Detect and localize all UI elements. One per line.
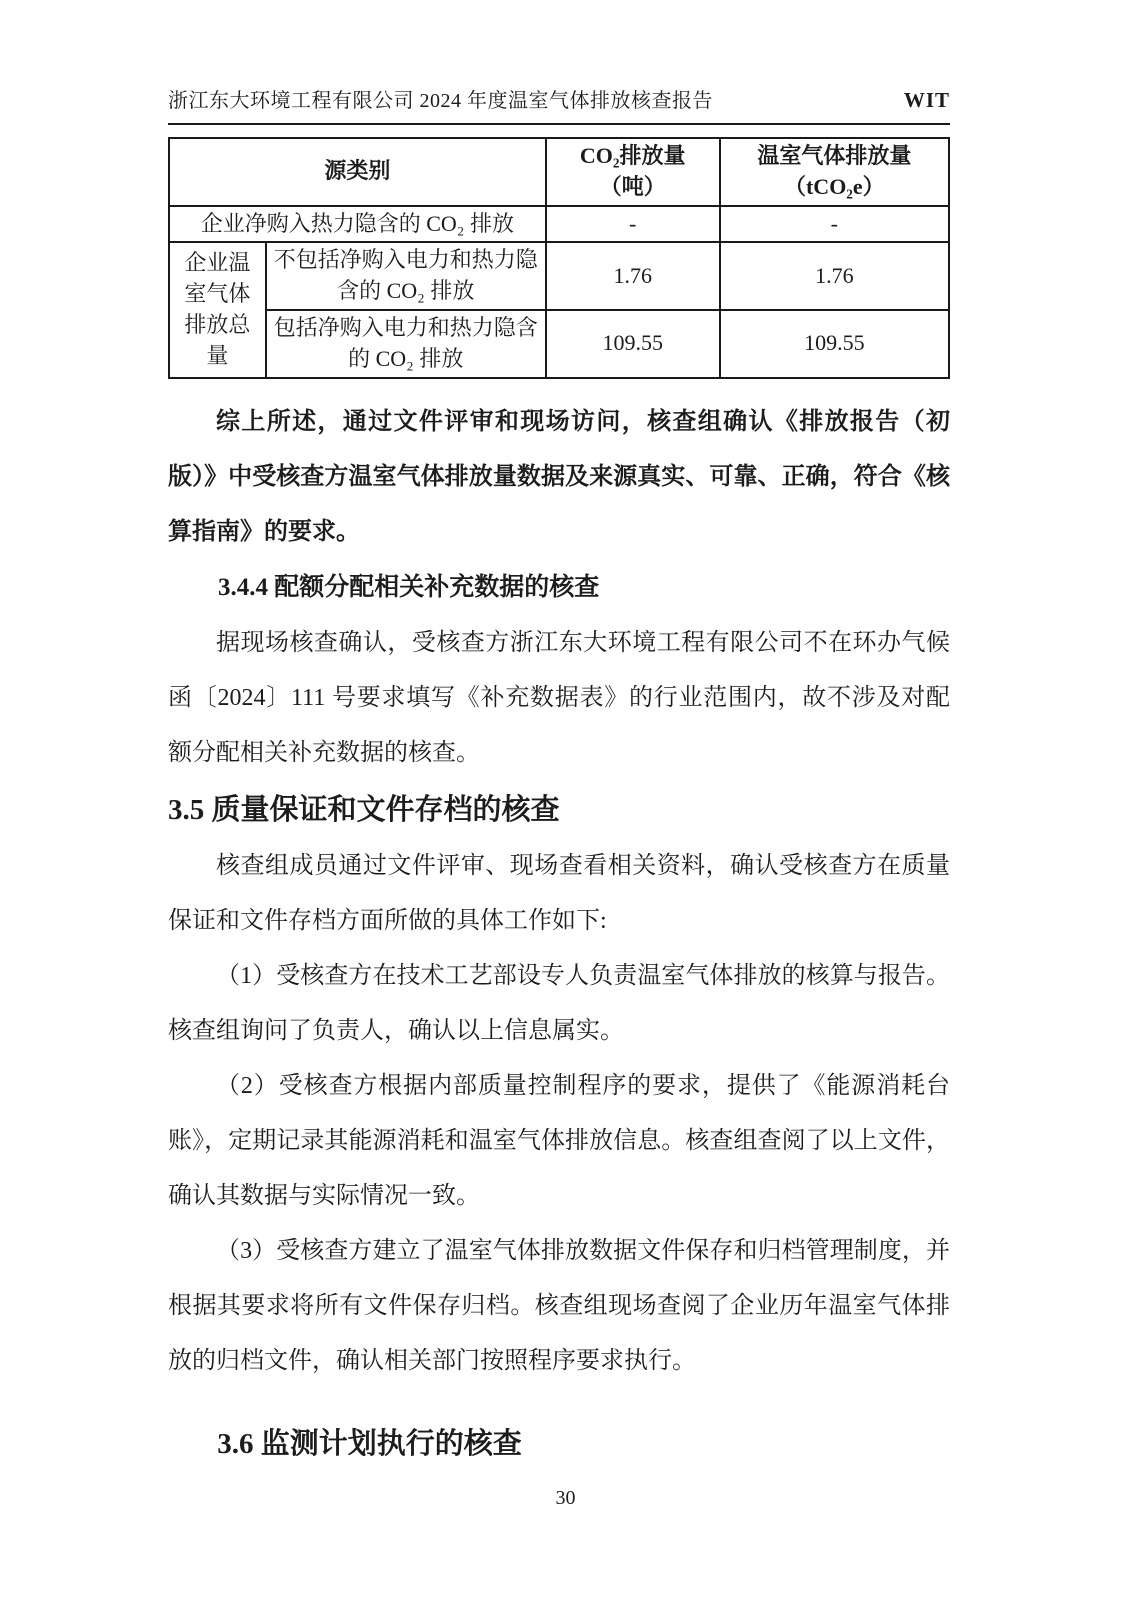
summary-paragraph: 综上所述，通过文件评审和现场访问，核查组确认《排放报告（初版）》中受核查方温室气体排放量数据及来源真实、可靠、正确，符合《核算指南》的要求。	[168, 408, 950, 545]
paragraph-3-5-item-1: （1）受核查方在技术工艺部设专人负责温室气体排放的核算与报告。核查组询问了负责人，确认以上信息属实。	[168, 962, 950, 1044]
table-header-row	[169, 138, 949, 206]
table-row	[169, 242, 949, 310]
row-value-ghg: -	[720, 206, 949, 243]
heading-3-4-4: 3.4.4 配额分配相关补充数据的核查	[218, 573, 600, 601]
row-value-ghg: 109.55	[720, 310, 949, 378]
col-header-co2-line2: （吨）	[599, 173, 666, 199]
header-report-title: 浙江东大环境工程有限公司 2024 年度温室气体排放核查报告	[168, 90, 713, 112]
paragraph-3-5-item-3: （3）受核查方建立了温室气体排放数据文件保存和归档管理制度，并根据其要求将所有文件保存归档。核查组现场查阅了企业历年温室气体排放的归档文件，确认相关部门按照程序要求执行。	[168, 1237, 950, 1374]
heading-3-5: 3.5 质量保证和文件存档的核查	[168, 793, 560, 826]
header-rule	[168, 123, 950, 125]
col-header-ghg-line1: 温室气体排放量	[757, 143, 912, 168]
row-value-co2: 109.55	[546, 310, 720, 378]
table-row	[169, 206, 949, 243]
emissions-summary-table	[168, 137, 950, 379]
row-value-ghg: 1.76	[720, 242, 949, 310]
row-label-including: 包括净购入电力和热力隐含的 CO₂ 排放	[266, 310, 546, 378]
col-header-ghg	[720, 138, 949, 206]
header-logo-text: WIT	[903, 88, 950, 112]
paragraph-3-5-intro: 核查组成员通过文件评审、现场查看相关资料，确认受核查方在质量保证和文件存档方面所做的具体工作如下:	[168, 852, 950, 934]
col-header-co2-line1: CO₂排放量	[579, 143, 686, 168]
heading-3-6: 3.6 监测计划执行的核查	[217, 1427, 522, 1460]
row-value-co2: -	[546, 206, 720, 243]
page-number: 30	[555, 1487, 576, 1509]
col-header-co2	[546, 138, 720, 206]
row-label-net-heat: 企业净购入热力隐含的 CO₂ 排放	[169, 206, 546, 243]
page-body	[168, 0, 950, 1600]
document-content	[168, 395, 950, 1473]
col-header-ghg-line2: （tCO₂e）	[783, 173, 885, 199]
row-value-co2: 1.76	[546, 242, 720, 310]
col-header-source: 源类别	[169, 138, 546, 206]
table-row	[169, 310, 949, 378]
row-group-total-emissions: 企业温室气体排放总量	[169, 242, 266, 377]
running-header	[168, 0, 950, 113]
row-label-excluding: 不包括净购入电力和热力隐含的 CO₂ 排放	[266, 242, 546, 310]
paragraph-3-4-4: 据现场核查确认，受核查方浙江东大环境工程有限公司不在环办气候函〔2024〕111 号要求填写《补充数据表》的行业范围内，故不涉及对配额分配相关补充数据的核查。	[168, 629, 950, 766]
paragraph-3-5-item-2: （2）受核查方根据内部质量控制程序的要求，提供了《能源消耗台账》，定期记录其能源消耗和温室气体排放信息。核查组查阅了以上文件，确认其数据与实际情况一致。	[168, 1072, 950, 1209]
